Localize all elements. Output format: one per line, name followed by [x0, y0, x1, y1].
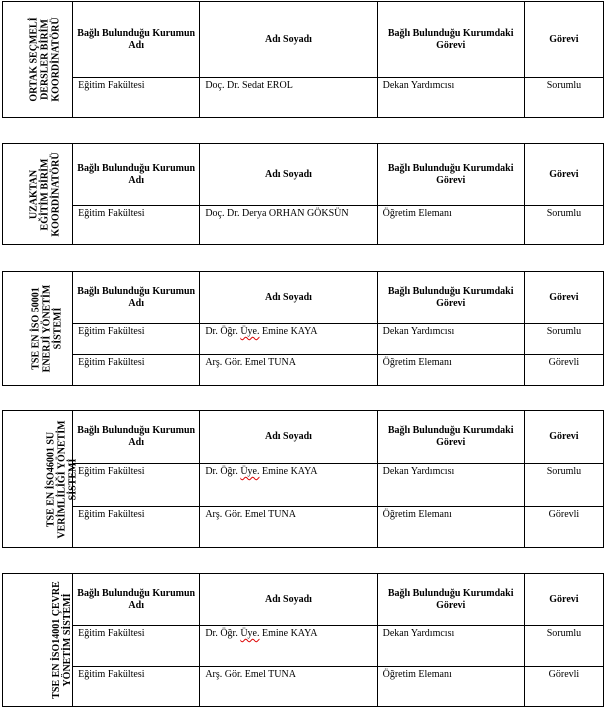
header-institution: Bağlı Bulunduğu Kurumun Adı — [73, 574, 200, 626]
cell-position: Dekan Yardımcısı — [377, 78, 524, 118]
section-title-line: ORTAK SEÇMELİ — [28, 17, 40, 102]
section-title — [3, 272, 73, 386]
section-title-line: TSE EN İSO 50001 — [30, 287, 42, 370]
header-name: Adı Soyadı — [200, 144, 377, 206]
cell-name: Dr. Öğr. Üye. Emine KAYA — [200, 626, 377, 667]
cell-name: Doç. Dr. Sedat EROL — [200, 78, 377, 118]
cell-position: Dekan Yardımcısı — [377, 464, 524, 507]
committee-table-5 — [2, 573, 604, 707]
section-title-line: SİSTEMİ — [67, 458, 79, 500]
header-institution: Bağlı Bulunduğu Kurumun Adı — [73, 272, 200, 324]
cell-institution: Eğitim Fakültesi — [73, 206, 200, 245]
section-title-line: SİSTEMİ — [52, 307, 64, 350]
table-row — [3, 626, 604, 667]
cell-institution: Eğitim Fakültesi — [73, 464, 200, 507]
table-row — [3, 78, 604, 118]
cell-position: Öğretim Elemanı — [377, 507, 524, 548]
cell-institution: Eğitim Fakültesi — [73, 355, 200, 386]
table-row — [3, 464, 604, 507]
section-title-line: ENERJİ YÖNETİM — [41, 284, 53, 373]
section-title — [3, 2, 73, 118]
cell-position: Öğretim Elemanı — [377, 355, 524, 386]
cell-role: Görevli — [524, 667, 603, 707]
table-row — [3, 324, 604, 355]
cell-name: Doç. Dr. Derya ORHAN GÖKSÜN — [200, 206, 377, 245]
header-institution: Bağlı Bulunduğu Kurumun Adı — [73, 144, 200, 206]
cell-institution: Eğitim Fakültesi — [73, 667, 200, 707]
header-position: Bağlı Bulunduğu Kurumdaki Görevi — [377, 411, 524, 464]
cell-position: Öğretim Elemanı — [377, 667, 524, 707]
header-role: Görevi — [524, 144, 603, 206]
cell-role: Sorumlu — [524, 324, 603, 355]
table-row — [3, 667, 604, 707]
header-position: Bağlı Bulunduğu Kurumdaki Görevi — [377, 272, 524, 324]
section-title-line: DERSLER BİRİM — [39, 19, 51, 100]
header-position: Bağlı Bulunduğu Kurumdaki Görevi — [377, 574, 524, 626]
header-institution: Bağlı Bulunduğu Kurumun Adı — [73, 411, 200, 464]
header-role: Görevi — [524, 272, 603, 324]
cell-role: Sorumlu — [524, 464, 603, 507]
cell-institution: Eğitim Fakültesi — [73, 626, 200, 667]
section-title — [3, 144, 73, 245]
header-name: Adı Soyadı — [200, 411, 377, 464]
cell-name: Arş. Gör. Emel TUNA — [200, 507, 377, 548]
section-title-line: YÖNETİM SİSTEMİ — [61, 593, 73, 687]
header-name: Adı Soyadı — [200, 272, 377, 324]
cell-institution: Eğitim Fakültesi — [73, 507, 200, 548]
header-name: Adı Soyadı — [200, 574, 377, 626]
header-position: Bağlı Bulunduğu Kurumdaki Görevi — [377, 144, 524, 206]
cell-role: Sorumlu — [524, 206, 603, 245]
section-title — [3, 574, 73, 707]
cell-institution: Eğitim Fakültesi — [73, 78, 200, 118]
section-title-line: TSE EN İSO46001 SU — [45, 431, 57, 527]
header-position: Bağlı Bulunduğu Kurumdaki Görevi — [377, 2, 524, 78]
committee-table-2 — [2, 143, 604, 245]
cell-position: Öğretim Elemanı — [377, 206, 524, 245]
committee-table-3 — [2, 271, 604, 386]
header-institution: Bağlı Bulunduğu Kurumun Adı — [73, 2, 200, 78]
cell-role: Görevli — [524, 355, 603, 386]
cell-institution: Eğitim Fakültesi — [73, 324, 200, 355]
cell-position: Dekan Yardımcısı — [377, 626, 524, 667]
table-row — [3, 206, 604, 245]
committee-table-4 — [2, 410, 604, 548]
cell-role: Sorumlu — [524, 78, 603, 118]
cell-name: Dr. Öğr. Üye. Emine KAYA — [200, 324, 377, 355]
header-role: Görevi — [524, 574, 603, 626]
cell-role: Görevli — [524, 507, 603, 548]
section-title-line: TSE EN İSO14001 ÇEVRE — [50, 581, 62, 699]
cell-name: Arş. Gör. Emel TUNA — [200, 355, 377, 386]
header-role: Görevi — [524, 2, 603, 78]
section-title-line: UZAKTAN — [28, 169, 40, 219]
section-title — [3, 411, 79, 548]
table-row — [3, 507, 604, 548]
cell-position: Dekan Yardımcısı — [377, 324, 524, 355]
header-role: Görevi — [524, 411, 603, 464]
section-title-line: KOORDİNATÖRÜ — [50, 17, 62, 102]
cell-name: Dr. Öğr. Üye. Emine KAYA — [200, 464, 377, 507]
cell-role: Sorumlu — [524, 626, 603, 667]
section-title-line: KOORDİNATÖRÜ — [50, 151, 62, 237]
section-title-line: EĞİTİM BİRİM — [39, 158, 51, 230]
cell-name: Arş. Gör. Emel TUNA — [200, 667, 377, 707]
section-title-line: VERİMLİLİĞİ YÖNETİM — [56, 419, 68, 539]
table-row — [3, 355, 604, 386]
committee-table-1 — [2, 1, 604, 118]
header-name: Adı Soyadı — [200, 2, 377, 78]
